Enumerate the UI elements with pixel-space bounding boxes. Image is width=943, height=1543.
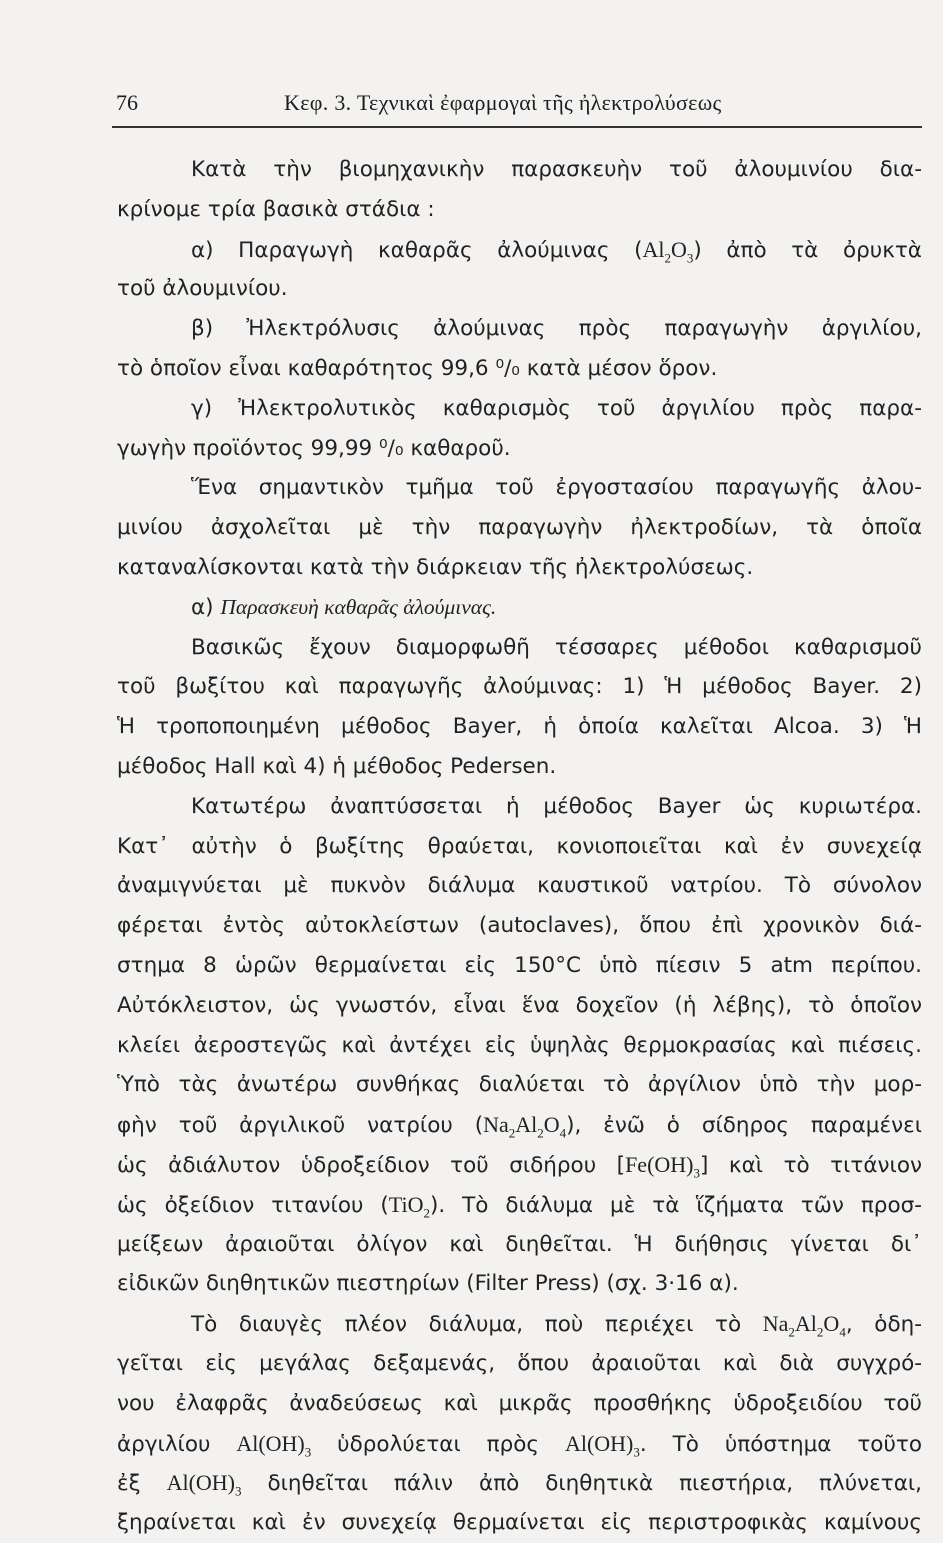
text-line: ἀναμιγνύεται μὲ πυκνὸν διάλυμα καυστικοῦ νατρίου. Τὸ σύνολον: [117, 873, 922, 899]
text-line: νου ἐλαφρᾶς ἀναδεύσεως καὶ μικρᾶς προσθήκης ὑδροξειδίου τοῦ: [117, 1390, 922, 1416]
formula-alumina: $Al_2O_3$: [642, 236, 694, 265]
text-line: Κατ᾽ αὐτὴν ὁ βωξίτης θραύεται, κονιοποιεῖται καὶ ἐν συνεχείᾳ: [117, 833, 922, 859]
formula-al-hydroxide: $Al(OH)_3$: [166, 1470, 242, 1499]
text-line: ὡς ἀδιάλυτον ὑδροξείδιον τοῦ σιδήρου $[Fe(OH)_3]$ καὶ τὸ τιτάνιον: [117, 1151, 922, 1181]
text-line: Ὑπὸ τὰς ἀνωτέρω συνθήκας διαλύεται τὸ ἀργίλιον ὑπὸ τὴν μορ-: [117, 1072, 922, 1098]
text-line: καταναλίσκονται κατὰ τὴν διάρκειαν τῆς ἠλεκτρολύσεως.: [117, 554, 754, 580]
page-number: 76: [116, 90, 138, 115]
text-line: Κατωτέρω ἀναπτύσσεται ἡ μέθοδος Bayer ὡς κυριωτέρα.: [191, 793, 922, 819]
text-line: ξηραίνεται καὶ ἐν συνεχείᾳ θερμαίνεται εἰς περιστροφικὰς καμίνους: [117, 1510, 922, 1536]
text-line: α) Παραγωγὴ καθαρᾶς ἀλούμινας $(Al_2O_3)$ ἀπὸ τὰ ὀρυκτὰ: [191, 236, 922, 265]
section-heading: α) Παρασκευὴ καθαρᾶς ἀλούμινας.: [191, 594, 497, 620]
page-header: [112, 88, 922, 128]
text-line: ὡς ὀξείδιον τιτανίου (TiO$_2$). Τὸ διάλυμα μὲ τὰ ἵζήματα τῶν προσ-: [117, 1191, 922, 1221]
formula-sodium-aluminate: $Na_2Al_2O_4$: [762, 1311, 846, 1340]
text-line: τοῦ βωξίτου καὶ παραγωγῆς ἀλούμινας: 1) Ἡ μέθοδος Bayer. 2): [117, 674, 922, 700]
body-text: [117, 150, 922, 1543]
text-line: Ἕνα σημαντικὸν τμῆμα τοῦ ἐργοστασίου παραγωγῆς ἀλου-: [191, 475, 922, 501]
text-line: εἰδικῶν διηθητικῶν πιεστηρίων (Filter Press) (σχ. 3·16 α).: [117, 1271, 739, 1297]
text-line: μείξεων ἀραιοῦται ὀλίγον καὶ διηθεῖται. Ἡ διήθησις γίνεται δι᾽: [117, 1231, 922, 1257]
text-line: Κατὰ τὴν βιομηχανικὴν παρασκευὴν τοῦ ἀλουμινίου δια-: [191, 157, 922, 182]
text-line: φέρεται ἐντὸς αὐτοκλείστων (autoclaves), ὅπου ἐπὶ χρονικὸν διά-: [117, 913, 922, 939]
text-line: μινίου ἀσχολεῖται μὲ τὴν παραγωγὴν ἠλεκτροδίων, τὰ ὁποῖα: [117, 515, 922, 541]
text-line: β) Ἠλεκτρόλυσις ἀλούμινας πρὸς παραγωγὴν ἀργιλίου,: [191, 316, 922, 342]
text-line: Τὸ διαυγὲς πλέον διάλυμα, ποὺ περιέχει τὸ $Na_2Al_2O_4$, ὁδη-: [191, 1311, 922, 1340]
header-rule: [112, 126, 922, 128]
text-line: μέθοδος Hall καὶ 4) ἡ μέθοδος Pedersen.: [117, 753, 557, 779]
text-line: γεῖται εἰς μεγάλας δεξαμενάς, ὅπου ἀραιοῦται καὶ διὰ συγχρό-: [117, 1350, 922, 1376]
formula-titania: TiO$_2$: [388, 1191, 430, 1221]
text-line: γ) Ἠλεκτρολυτικὸς καθαρισμὸς τοῦ ἀργιλίου πρὸς παρα-: [191, 395, 922, 421]
text-line: στημα 8 ὡρῶν θερμαίνεται εἰς 150°C ὑπὸ πίεσιν 5 atm περίπου.: [117, 952, 922, 978]
text-line: κρίνομε τρία βασικὰ στάδια :: [117, 196, 435, 222]
formula-al-hydroxide: $Al(OH)_3$: [564, 1430, 640, 1459]
formula-sodium-aluminate: $Na_2Al_2O_4$: [483, 1112, 567, 1141]
text-line: ἀργιλίου $Al(OH)_3$ ὑδρολύεται πρὸς $Al(OH)_3$. Τὸ ὑπόστημα τοῦτο: [117, 1430, 922, 1459]
text-line: τοῦ ἀλουμινίου.: [117, 276, 288, 302]
running-title: Κεφ. 3. Τεχνικαὶ ἐφαρμογαὶ τῆς ἠλεκτρολύσεως: [284, 90, 722, 115]
text-line: ἐξ $Al(OH)_3$ διηθεῖται πάλιν ἀπὸ διηθητικὰ πιεστήρια, πλύνεται,: [117, 1470, 922, 1499]
text-line: γωγὴν προϊόντος 99,99 ⁰/₀ καθαροῦ.: [117, 435, 511, 461]
text-line: Αὐτόκλειστον, ὡς γνωστόν, εἶναι ἕνα δοχεῖον (ἡ λέβης), τὸ ὁποῖον: [117, 992, 922, 1018]
text-line: φὴν τοῦ ἀργιλικοῦ νατρίου $(Na_2Al_2O_4)$, ἐνῶ ὁ σίδηρος παραμένει: [117, 1112, 923, 1141]
text-line: τὸ ὁποῖον εἶναι καθαρότητος 99,6 ⁰/₀ κατὰ μέσον ὅρον.: [117, 355, 718, 381]
text-line: Βασικῶς ἔχουν διαμορφωθῆ τέσσαρες μέθοδοι καθαρισμοῦ: [191, 634, 922, 660]
formula-al-hydroxide: $Al(OH)_3$: [236, 1430, 312, 1459]
text-line: Ἡ τροποποιημένη μέθοδος Bayer, ἡ ὁποία καλεῖται Alcoa. 3) Ἡ: [117, 714, 922, 740]
text-line: κλείει ἀεροστεγῶς καὶ ἀντέχει εἰς ὑψηλὰς θερμοκρασίας καὶ πιέσεις.: [117, 1032, 922, 1058]
formula-iron-hydroxide: $Fe(OH)_3$: [625, 1151, 700, 1181]
